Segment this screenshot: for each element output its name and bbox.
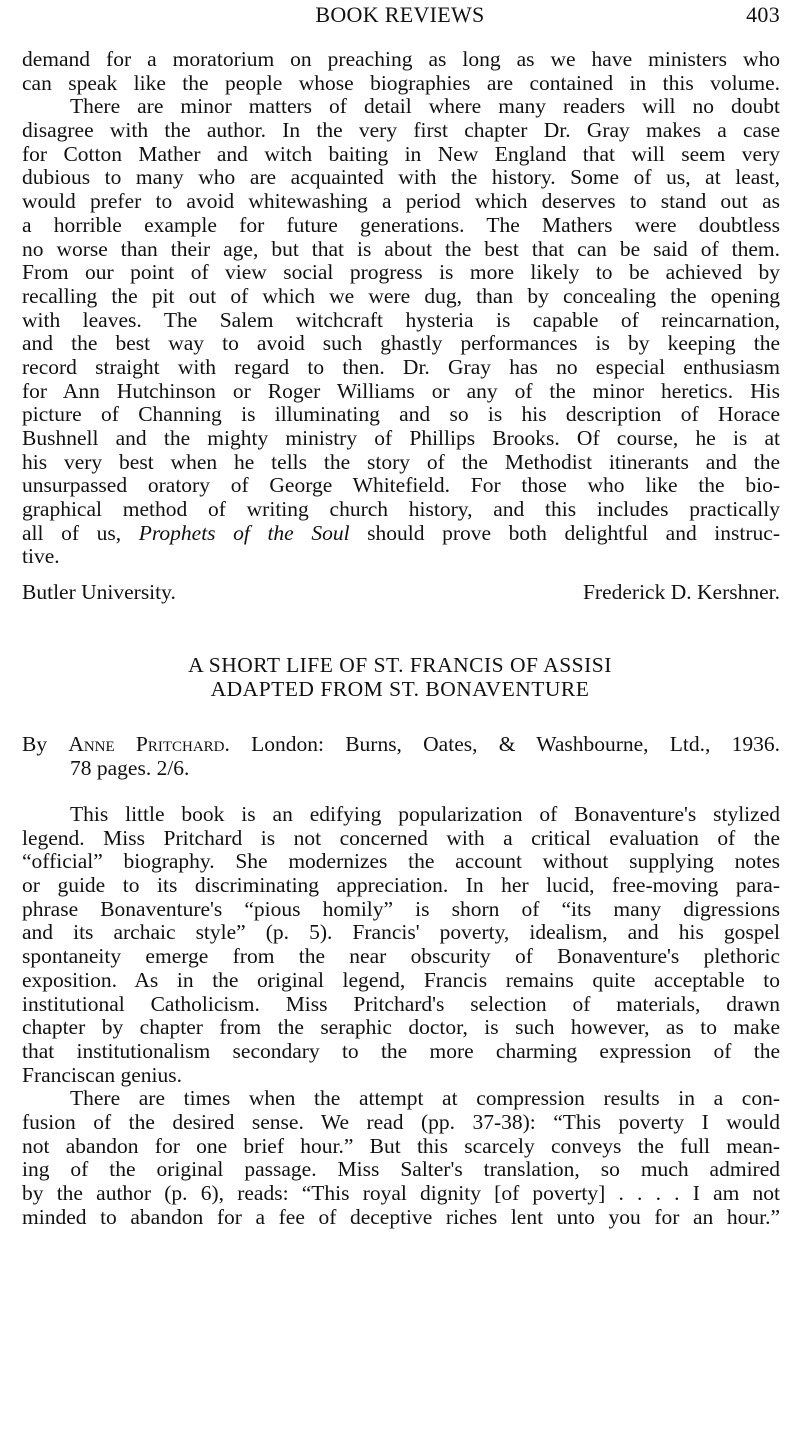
text-line: graphical method of writing church history, and this includes practically <box>22 497 780 522</box>
text-line: Bushnell and the mighty ministry of Phillips Brooks. Of course, he is at <box>22 426 780 450</box>
text-line: Franciscan genius. <box>22 1062 183 1087</box>
text-line: This little book is an edifying popularization of Bonaventure's stylized <box>70 802 780 826</box>
text-line: and the best way to avoid such ghastly performances is by keeping the <box>22 331 780 356</box>
text-line: and its archaic style” (p. 5). Francis' poverty, idealism, and his gospel <box>22 920 780 945</box>
review1-signature <box>22 580 780 605</box>
text-line: exposition. As in the original legend, Francis remains quite acceptable to <box>22 967 780 992</box>
review2-byline <box>22 733 780 780</box>
text-line: dubious to many who are acquainted with the history. Some of us, at least, <box>22 165 780 190</box>
text-line: no worse than their age, but that is about the best that can be said of them. <box>22 236 780 261</box>
text-line: chapter by chapter from the seraphic doctor, is such however, as to make <box>22 1015 780 1040</box>
text-line: would prefer to avoid whitewashing a period which deserves to stand out as <box>22 189 780 214</box>
text-line: minded to abandon for a fee of deceptive riches lent unto you for an hour.” <box>22 1204 780 1229</box>
text-line: can speak like the people whose biographies are contained in this volume. <box>22 70 780 95</box>
text-line: “official” biography. She modernizes the account without supplying notes <box>22 849 780 874</box>
text-line: that institutionalism secondary to the more charming expression of the <box>22 1038 780 1063</box>
text-line: institutional Catholicism. Miss Pritchard's selection of materials, drawn <box>22 991 780 1016</box>
title-line: ADAPTED FROM ST. BONAVENTURE <box>210 676 590 701</box>
text-line: picture of Channing is illuminating and so is his description of Horace <box>22 402 780 427</box>
reviewer-name: Frederick D. Kershner. <box>582 580 780 604</box>
page-number: 403 <box>746 2 780 27</box>
text-line: his very best when he tells the story of the Methodist itinerants and the <box>22 449 780 474</box>
text-fragment: all of us, <box>22 520 139 545</box>
text-line: record straight with regard to then. Dr. Gray has no especial enthusiasm <box>22 354 780 379</box>
text-line: From our point of view social progress is more likely to be achieved by <box>22 260 780 285</box>
byline-details: 78 pages. 2/6. <box>70 755 190 780</box>
review2-title <box>0 654 800 701</box>
review1-body <box>22 48 780 569</box>
text-line: phrase Bonaventure's “pious homily” is shorn of “its many digressions <box>22 896 780 921</box>
text-fragment: should prove both delightful and instruc- <box>349 520 780 545</box>
text-line: tive. <box>22 544 60 569</box>
text-line: disagree with the author. In the very first chapter Dr. Gray makes a case <box>22 118 780 143</box>
text-line: not abandon for one brief hour.” But this scarcely conveys the full mean- <box>22 1133 780 1158</box>
text-line: unsurpassed oratory of George Whitefield. For those who like the bio- <box>22 473 780 498</box>
text-line: by the author (p. 6), reads: “This royal dignity [of poverty] . . . . I am not <box>22 1181 780 1205</box>
text-line: demand for a moratorium on preaching as long as we have ministers who <box>22 47 780 71</box>
text-line: spontaneity emerge from the near obscurity of Bonaventure's plethoric <box>22 944 780 969</box>
text-line: recalling the pit out of which we were dug, than by concealing the opening <box>22 283 780 308</box>
text-line: or guide to its discriminating appreciation. In her lucid, free-moving para- <box>22 873 780 898</box>
reviewer-institution: Butler University. <box>22 580 176 604</box>
text-line: There are times when the attempt at compression results in a con- <box>70 1086 780 1111</box>
title-line: A SHORT LIFE OF ST. FRANCIS OF ASSISI <box>188 653 612 677</box>
text-line: a horrible example for future generations. The Mathers were doubtless <box>22 212 780 237</box>
running-title: BOOK REVIEWS <box>315 2 485 27</box>
text-line: ing of the original passage. Miss Salter's translation, so much admired <box>22 1157 780 1182</box>
text-line: with leaves. The Salem witchcraft hysteria is capable of reincarnation, <box>22 307 780 332</box>
text-line: There are minor matters of detail where many readers will no doubt <box>70 94 780 119</box>
byline-author: Anne Pritchard <box>68 732 225 756</box>
text-line <box>22 522 780 546</box>
book-title: Prophets of the Soul <box>138 520 350 545</box>
text-line: for Ann Hutchinson or Roger Williams or any of the minor heretics. His <box>22 378 780 403</box>
byline-by: By <box>22 732 69 756</box>
text-line: fusion of the desired sense. We read (pp. 37-38): “This poverty I would <box>22 1109 780 1134</box>
text-line: for Cotton Mather and witch baiting in New England that will seem very <box>22 141 780 166</box>
byline-publisher: . London: Burns, Oates, & Washbourne, Ltd., 1936. <box>224 732 780 756</box>
text-line: legend. Miss Pritchard is not concerned with a critical evaluation of the <box>22 825 780 850</box>
byline-publication <box>22 733 780 757</box>
review2-body <box>22 803 780 1229</box>
